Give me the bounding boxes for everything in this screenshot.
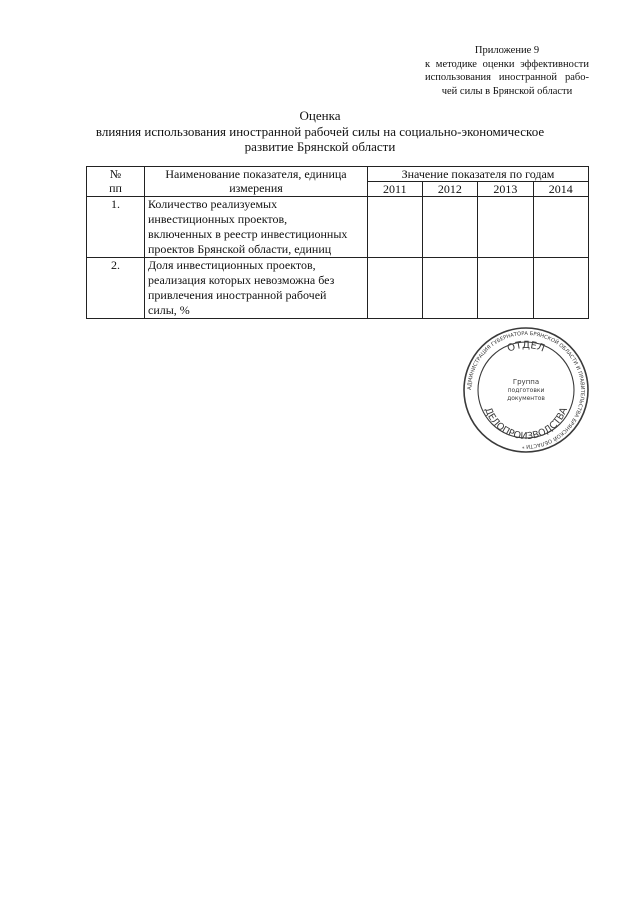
header-number [87,167,145,197]
value-cell-2013 [478,197,533,258]
value-cell-2012 [422,197,477,258]
appendix-header [425,44,589,98]
header-years-group: Значение показателя по годам [368,167,589,182]
title-line-1: Оценка [299,108,341,123]
value-cell-2012 [422,258,477,319]
row-text-line: инвестиционных проектов, [148,212,288,226]
round-seal-stamp [462,326,590,454]
row-text-line: Количество реализуемых [148,197,278,211]
stamp-center-line-1: Группа [512,378,540,386]
row-text-line: силы, % [148,303,190,317]
stamp-center-line-2: подготовки [507,387,545,394]
stamp-center-line-3: документов [507,395,545,402]
header-year-2014: 2014 [533,182,588,197]
appendix-line-1: к методике оценки эффективности [425,58,589,70]
row-text-line: привлечения иностранной рабочей [148,288,327,302]
header-indicator-name [145,167,368,197]
row-number: 1. [87,197,145,258]
appendix-line-3: чей силы в Брянской области [441,85,573,97]
indicators-table [86,166,589,319]
value-cell-2011 [368,197,423,258]
table-row [87,258,589,319]
header-row-1 [87,167,589,182]
appendix-title: Приложение 9 [474,45,540,56]
value-cell-2014 [533,197,588,258]
document-title [80,108,560,155]
title-line-3: развитие Брянской области [244,139,396,154]
value-cell-2011 [368,258,423,319]
row-text-line: реализация которых невозможна без [148,273,335,287]
header-year-2013: 2013 [478,182,533,197]
row-text-line: включенных в реестр инвестиционных [148,227,348,241]
row-text-line: Доля инвестиционных проектов, [148,258,316,272]
svg-text:ОТДЕЛ [506,340,546,355]
appendix-line-2: использования иностранной рабо- [425,72,589,83]
header-year-2011: 2011 [368,182,423,197]
row-text-line: проектов Брянской области, единиц [148,242,332,256]
row-indicator-name [145,197,368,258]
value-cell-2014 [533,258,588,319]
stamp-inner-top-text: ОТДЕЛ [505,339,547,355]
header-name-top: Наименование показателя, единица [165,167,347,181]
header-number-top: № [109,167,122,181]
stamp-inner-bottom-text: ДЕЛОПРОИЗВОДСТВА [482,405,570,443]
header-year-2012: 2012 [422,182,477,197]
header-number-bottom: пп [109,181,122,195]
table-row [87,197,589,258]
row-number: 2. [87,258,145,319]
row-indicator-name [145,258,368,319]
value-cell-2013 [478,258,533,319]
title-line-2: влияния использования иностранной рабочей силы на социально-экономическое [95,123,545,139]
header-name-bottom: измерения [229,181,283,195]
stamp-outer-text: АДМИНИСТРАЦИЯ ГУБЕРНАТОРА БРЯНСКОЙ ОБЛАСТИ И ПРАВИТЕЛЬСТВА БРЯНСКОЙ ОБЛАСТИ * [466,330,586,450]
